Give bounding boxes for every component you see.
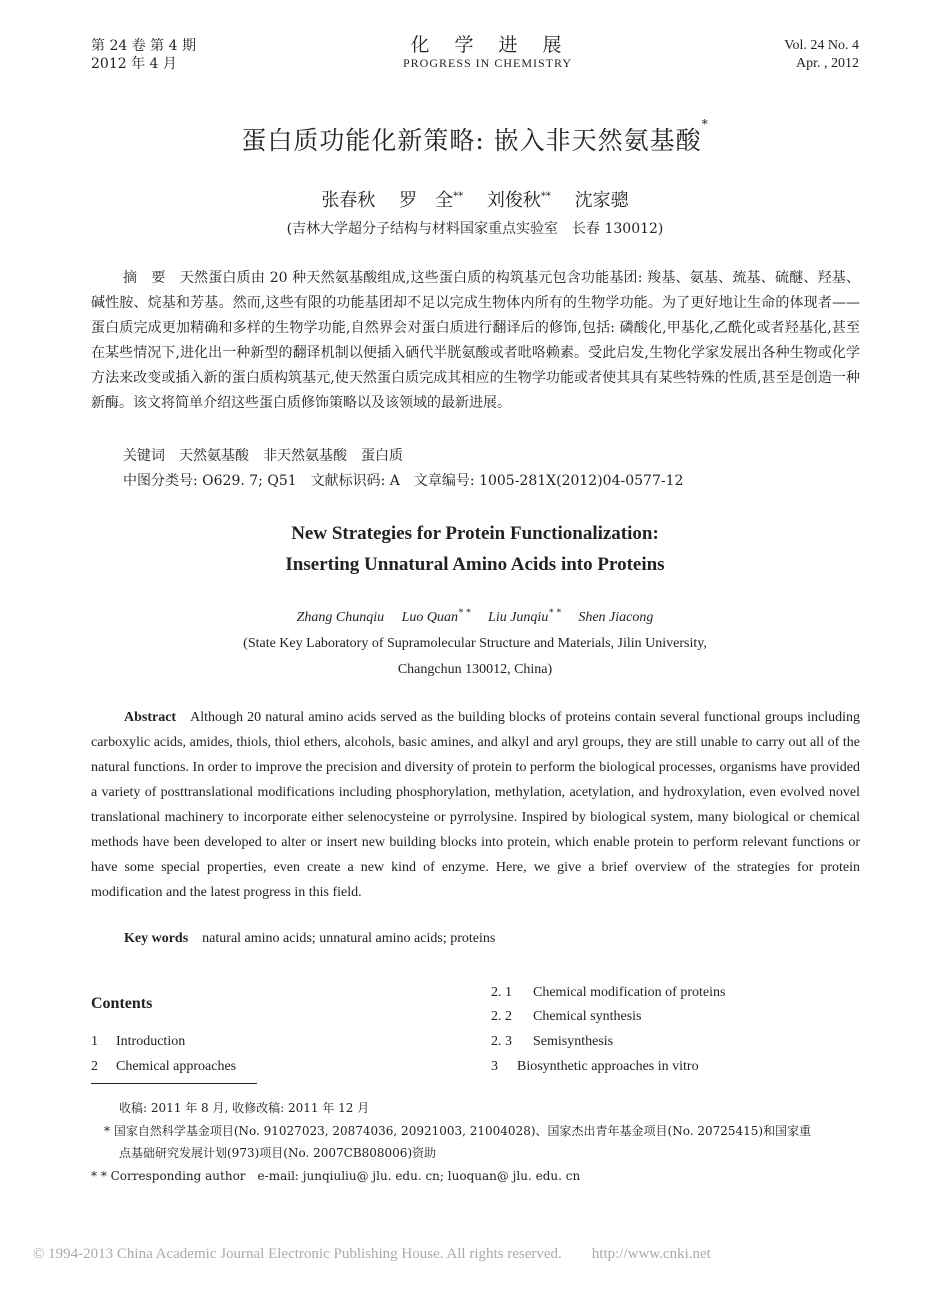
title-line-1: New Strategies for Protein Functionalization: (291, 523, 659, 544)
author-en: Liu Junqiu (488, 610, 549, 625)
copyright-notice: © 1994-2013 China Academic Journal Electronic Publishing House. All rights reserved. http://www.cnki.net (33, 1246, 711, 1262)
journal-title-en: PROGRESS IN CHEMISTRY (402, 56, 573, 70)
toc-item: 2. 1 Chemical modification of proteins (491, 985, 726, 1000)
author-list-en: Zhang Chunqiu Luo Quan* * Liu Junqiu* * Shen Jiacong (296, 607, 654, 625)
keywords-cn: 关键词 天然氨基酸 非天然氨基酸 蛋白质 (123, 448, 403, 464)
author-en: Zhang Chunqiu (296, 610, 385, 625)
toc-item: 3 Biosynthetic approaches in vitro (491, 1059, 699, 1074)
author-cn: 罗 全 (399, 190, 454, 211)
author-en: Shen Jiacong (578, 610, 654, 625)
keywords-en: Key words natural amino acids; unnatural amino acids; proteins (124, 931, 496, 946)
paper-title-en (0, 518, 950, 580)
author-cn: 张春秋 (321, 190, 376, 211)
toc-item: 2. 2 Chemical synthesis (491, 1009, 642, 1024)
affiliation-en: (State Key Laboratory of Supramolecular Structure and Materials, Jilin University, Changchun 130012, China) (243, 636, 707, 677)
classification-cn: 中图分类号: O629. 7; Q51 文献标识码: A 文章编号: 1005-281X(2012)04-0577-12 (123, 473, 684, 489)
affiliation-cn: (吉林大学超分子结构与材料国家重点实验室 长春 130012) (286, 221, 664, 237)
journal-title-cn: 化 学 进 展 (410, 34, 565, 56)
abstract-en: Abstract Although 20 natural amino acids served as the building blocks of proteins contain several functional groups including carboxylic acids, amides, thiols, thiol ethers, alcohols, basic amines, and alkyl and aryl groups, they are still unable to carry out all of the natural functions. In order to improve the precision and diversity of protein to perform the biological processes, organisms have provided a variety of posttranslational modifications including phosphorylation, methylation, acetylation, and hydroxylation, even evolved novel translational machinery to incorporate either selenocysteine or pyrrolysine. Inspired by biological system, many biological or chemical methods have been developed to alter or insert new building blocks into protein, which enable protein to perform relevant functions or have some special properties, even create a new kind of enzyme. Here, we give a brief overview of the strategies for protein modification and the latest progress in this field. (91, 710, 860, 900)
author-list-cn: 张春秋 罗 全** 刘俊秋** 沈家骢 (321, 190, 629, 211)
contents-heading: Contents (91, 995, 153, 1012)
volume-issue-cn: 第 24 卷 第 4 期 (91, 38, 196, 54)
contents-divider (91, 1083, 257, 1084)
date-en: Apr. , 2012 (796, 56, 859, 71)
paper-title-cn: 蛋白质功能化新策略: 嵌入非天然氨基酸* (241, 117, 709, 155)
date-cn: 2012 年 4 月 (91, 56, 177, 72)
author-en: Luo Quan (401, 610, 459, 625)
toc-item: 1 Introduction (91, 1034, 186, 1049)
volume-issue-en: Vol. 24 No. 4 (784, 38, 859, 53)
funding-note: * 国家自然科学基金项目(No. 91027023, 20874036, 20921003, 21004028)、国家杰出青年基金项目(No. 20725415)和国家重 (104, 1124, 812, 1138)
author-cn: 沈家骢 (574, 190, 629, 211)
toc-item: 2 Chemical approaches (91, 1059, 237, 1074)
funding-note-cont: 点基础研究发展计划(973)项目(No. 2007CB808006)资助 (119, 1146, 437, 1160)
title-line-2: Inserting Unnatural Amino Acids into Proteins (285, 554, 665, 575)
abstract-cn: 摘 要 天然蛋白质由 20 种天然氨基酸组成,这些蛋白质的构筑基元包含功能基团: 羧基、氨基、巯基、硫醚、羟基、碱性胺、烷基和芳基。然而,这些有限的功能基团却不足以完成生物体内所有的生物学功能。为了更好地让生命的体现者——蛋白质完成更加精确和多样的生物学功能,自然界会对蛋白质进行翻译后的修饰,包括: 磷酸化,甲基化,乙酰化或者羟基化,甚至在某些情况下,进化出一种新型的翻译机制以便插入硒代半胱氨酸或者吡咯赖素。受此启发,生物化学家发展出各种生物或化学方法来改变或插入新的蛋白质构筑基元,使天然蛋白质完成其相应的生物学功能或者使其具有某些特殊的性质,甚至是创造一种新酶。该文将简单介绍这些蛋白质修饰策略以及该领域的最新进展。 (91, 270, 860, 411)
abstract-label: Abstract (124, 710, 177, 725)
corresponding-author: * * Corresponding author e-mail: junqiuliu@ jlu. edu. cn; luoquan@ jlu. edu. cn (91, 1169, 581, 1183)
author-cn: 刘俊秋 (486, 190, 541, 211)
received-date: 收稿: 2011 年 8 月, 收修改稿: 2011 年 12 月 (119, 1101, 370, 1115)
keywords-label: Key words (124, 931, 189, 946)
toc-item: 2. 3 Semisynthesis (491, 1034, 614, 1049)
